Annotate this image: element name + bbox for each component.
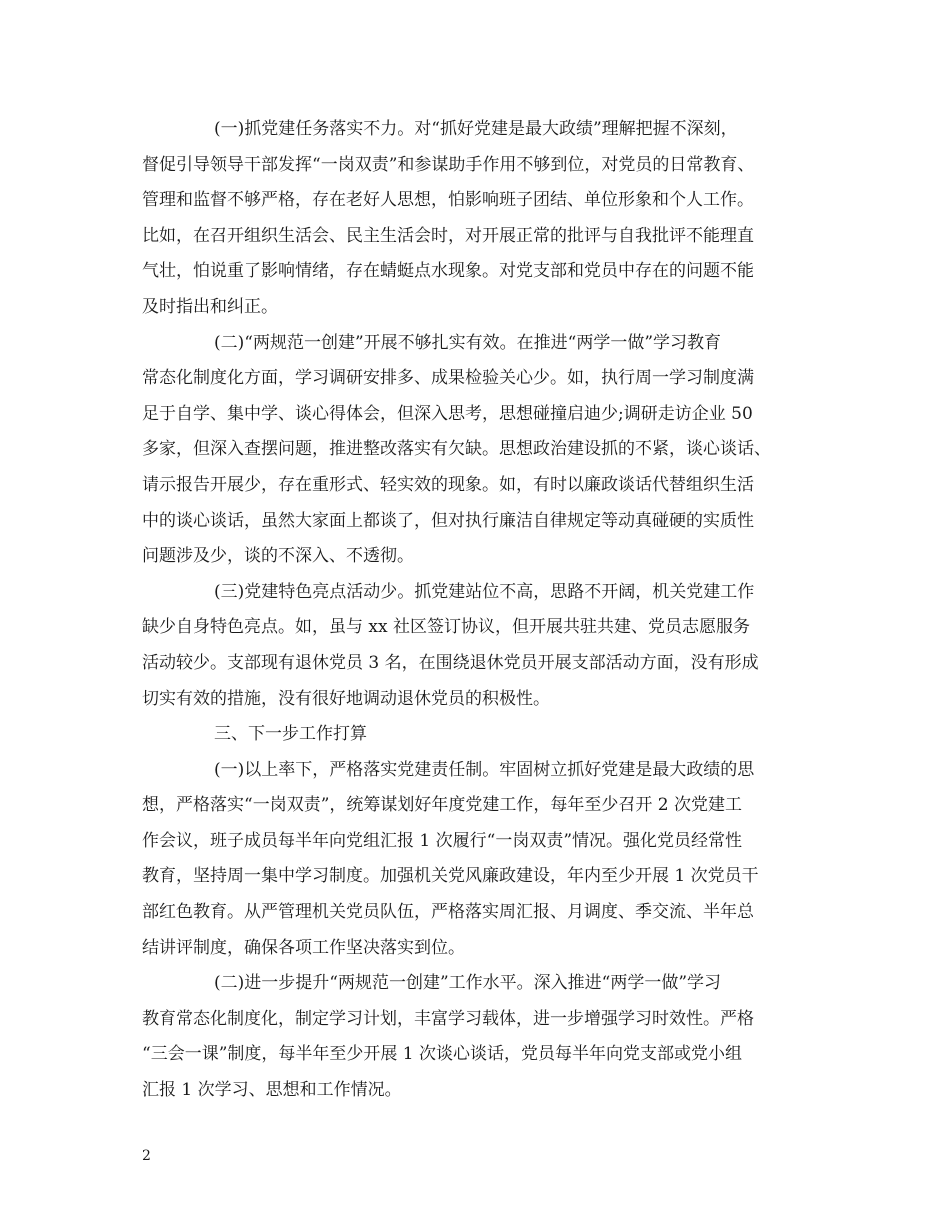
text-line: 问题涉及少，谈的不深入、不透彻。 (142, 546, 414, 567)
document-body (142, 112, 826, 1109)
text-line: (一)抓党建任务落实不力。对“抓好党建是最大政绩”理解把握不深刻， (214, 119, 738, 139)
text-line: 作会议，班子成员每半年向党组汇报 1 次履行“一岗双责”情况。强化党员经常性 (142, 830, 743, 851)
text-line: (二)进一步提升“两规范一创建”工作水平。深入推进“两学一做”学习 (214, 973, 722, 994)
page-number: 2 (142, 1148, 151, 1164)
text-line: 请示报告开展少，存在重形式、轻实效的现象。如，有时以廉政谈话代替组织生活 (142, 474, 754, 495)
text-line: 比如，在召开组织生活会、民主生活会时，对开展正常的批评与自我批评不能理直 (142, 225, 754, 246)
text-line: 多家，但深入查摆问题，推进整改落实有欠缺。思想政治建设抓的不紧，谈心谈话、 (142, 439, 771, 460)
text-line: (一)以上率下，严格落实党建责任制。牢固树立抓好党建是最大政绩的思 (214, 759, 755, 780)
text-line: 督促引导领导干部发挥“一岗双责”和参谋助手作用不够到位，对党员的日常教育、 (142, 154, 755, 175)
text-line: “三会一课”制度，每半年至少开展 1 次谈心谈话，党员每半年向党支部或党小组 (142, 1044, 743, 1065)
text-line: 三、下一步工作打算 (214, 724, 367, 745)
text-line: (三)党建特色亮点活动少。抓党建站位不高，思路不开阔，机关党建工作 (214, 581, 755, 602)
text-line: 缺少自身特色亮点。如，虽与 xx 社区签订协议，但开展共驻共建、党员志愿服务 (142, 617, 750, 638)
text-line: 常态化制度化方面，学习调研安排多、成果检验关心少。如，执行周一学习制度满 (142, 368, 754, 389)
text-line: 切实有效的措施，没有很好地调动退休党员的积极性。 (142, 688, 550, 709)
text-line: 想，严格落实“一岗双责”，统筹谋划好年度党建工作，每年至少召开 2 次党建工 (142, 795, 743, 816)
text-line: 管理和监督不够严格，存在老好人思想，怕影响班子团结、单位形象和个人工作。 (142, 190, 754, 211)
text-line: 部红色教育。从严管理机关党员队伍，严格落实周汇报、月调度、季交流、半年总 (142, 902, 754, 923)
text-line: 气壮，怕说重了影响情绪，存在蜻蜓点水现象。对党支部和党员中存在的问题不能 (142, 261, 754, 282)
text-line: 足于自学、集中学、谈心得体会，但深入思考，思想碰撞启迪少;调研走访企业 50 (142, 403, 753, 424)
text-line: 中的谈心谈话，虽然大家面上都谈了，但对执行廉洁自律规定等动真碰硬的实质性 (142, 510, 754, 531)
text-line: 教育常态化制度化，制定学习计划，丰富学习载体，进一步增强学习时效性。严格 (142, 1008, 754, 1029)
text-line: 活动较少。支部现有退休党员 3 名，在围绕退休党员开展支部活动方面，没有形成 (142, 652, 759, 673)
text-line: (二)“两规范一创建”开展不够扎实有效。在推进“两学一做”学习教育 (214, 332, 722, 353)
text-line: 及时指出和纠正。 (142, 296, 278, 317)
text-line: 结讲评制度，确保各项工作坚决落实到位。 (142, 937, 465, 958)
text-line: 汇报 1 次学习、思想和工作情况。 (142, 1080, 402, 1101)
text-line: 教育，坚持周一集中学习制度。加强机关党风廉政建设，年内至少开展 1 次党员干 (142, 866, 759, 887)
